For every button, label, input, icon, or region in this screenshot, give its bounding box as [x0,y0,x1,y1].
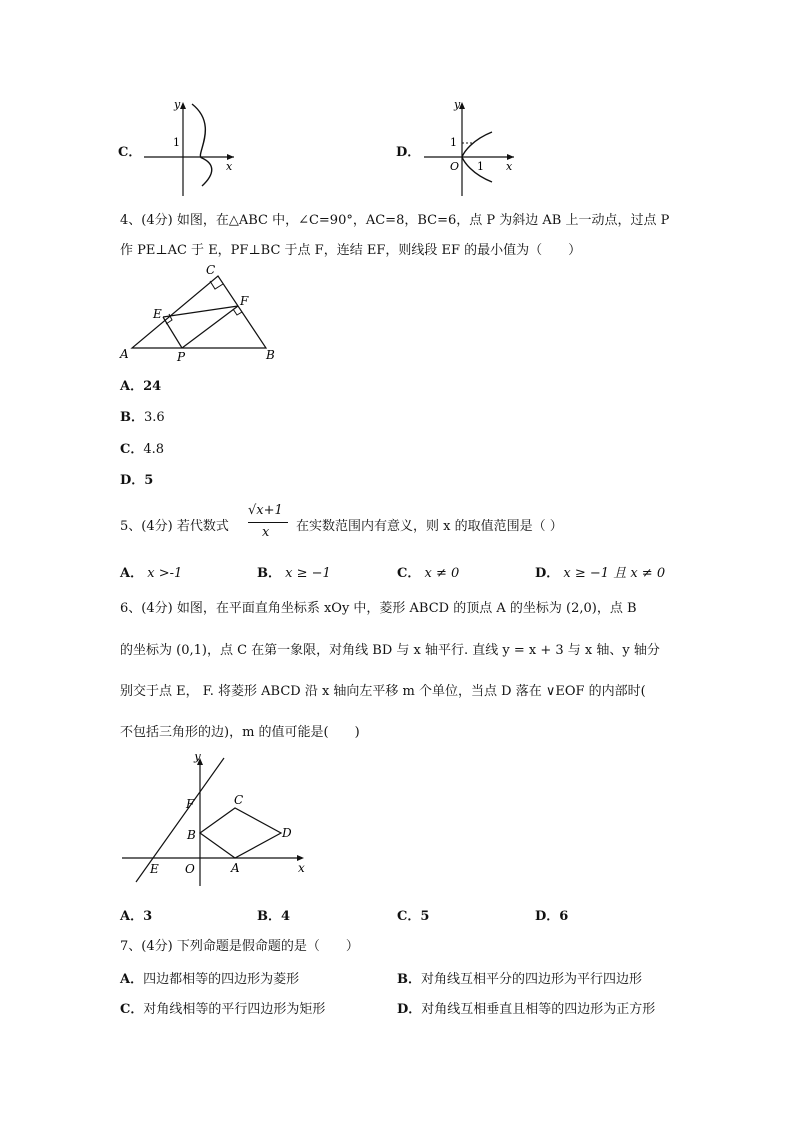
q4-label-p: P [177,350,186,364]
q6-label-b: B [187,828,196,842]
q3-option-c-label: C． [118,145,142,160]
q5-numerator: √x+1 [248,503,283,518]
q5-option-d[interactable]: D． x ≥ −1 且 x ≠ 0 [535,566,666,581]
q6-figure [118,754,312,890]
q4-option-a[interactable]: A．24 [120,379,162,394]
q3d-y-label: y [454,98,461,111]
q4-label-a: A [120,347,129,361]
q5-denominator: x [262,525,270,540]
q7-option-c[interactable]: C．对角线相等的平行四边形为矩形 [120,1002,326,1017]
q4-option-b[interactable]: B．3.6 [120,410,165,425]
q6-option-a[interactable]: A．3 [120,909,153,924]
q6-stem-line1: 6、(4分) 如图，在平面直角坐标系 xOy 中，菱形 ABCD 的顶点 A 的坐标为 (2,0)，点 B [120,601,637,616]
q6-label-c: C [234,793,244,807]
q4-stem-line1: 4、(4分) 如图，在△ABC 中，∠C=90°，AC=8，BC=6，点 P 为斜边 AB 上一动点，过点 P [120,213,670,228]
q4-label-b: B [266,348,275,362]
q3c-tick-1: 1 [173,136,180,149]
q7-stem: 7、(4分) 下列命题是假命题的是（ ） [120,939,359,954]
fraction-bar [248,522,288,523]
q3d-tick-y: 1 [450,136,457,149]
q6-label-e: E [150,862,159,876]
q3d-tick-x: 1 [477,160,484,173]
q6-label-d: D [282,826,292,840]
q6-label-a: A [231,861,240,875]
q7-option-b[interactable]: B．对角线互相平分的四边形为平行四边形 [397,972,643,987]
q6-origin: O [185,862,195,876]
q6-stem-line2: 的坐标为 (0,1)，点 C 在第一象限，对角线 BD 与 x 轴平行. 直线 y = x + 3 与 x 轴、y 轴分 [120,643,660,658]
q6-x-label: x [298,861,305,875]
q4-figure [118,262,288,364]
q3c-y-label: y [174,98,181,111]
q4-label-f: F [240,294,249,308]
q5-option-a[interactable]: A． x >-1 [120,566,183,581]
q3c-x-label: x [226,160,233,173]
q3-option-d-label: D． [396,145,421,160]
q5-stem-suffix: 在实数范围内有意义，则 x 的取值范围是（ ） [296,519,563,534]
q6-option-b[interactable]: B．4 [257,909,291,924]
q6-option-c[interactable]: C．5 [397,909,430,924]
q5-stem-prefix: 5、(4分) 若代数式 [120,519,229,534]
q5-option-c[interactable]: C． x ≠ 0 [397,566,460,581]
q6-stem-line3: 别交于点 E， F. 将菱形 ABCD 沿 x 轴向左平移 m 个单位，当点 D 落在 ∨EOF 的内部时( [120,684,646,699]
q4-label-e: E [153,307,162,321]
q6-option-d[interactable]: D．6 [535,909,569,924]
q6-y-label: y [194,754,201,763]
q7-option-d[interactable]: D．对角线互相垂直且相等的四边形为正方形 [397,1002,656,1017]
q3d-x-label: x [506,160,513,173]
q6-label-f: F [186,797,195,811]
q4-option-d[interactable]: D．5 [120,473,154,488]
q4-label-c: C [206,263,216,277]
q5-option-b[interactable]: B． x ≥ −1 [257,566,331,581]
q3d-origin: O [450,160,460,173]
q7-option-a[interactable]: A．四边都相等的四边形为菱形 [120,972,300,987]
q4-option-c[interactable]: C．4.8 [120,442,165,457]
q3-graph-c [140,96,240,200]
q6-stem-line4: 不包括三角形的边)，m 的值可能是( ) [120,725,360,740]
q4-stem-line2: 作 PE⊥AC 于 E，PF⊥BC 于点 F，连结 EF，则线段 EF 的最小值为（ ） [120,243,582,258]
q3-graph-d [420,96,520,200]
